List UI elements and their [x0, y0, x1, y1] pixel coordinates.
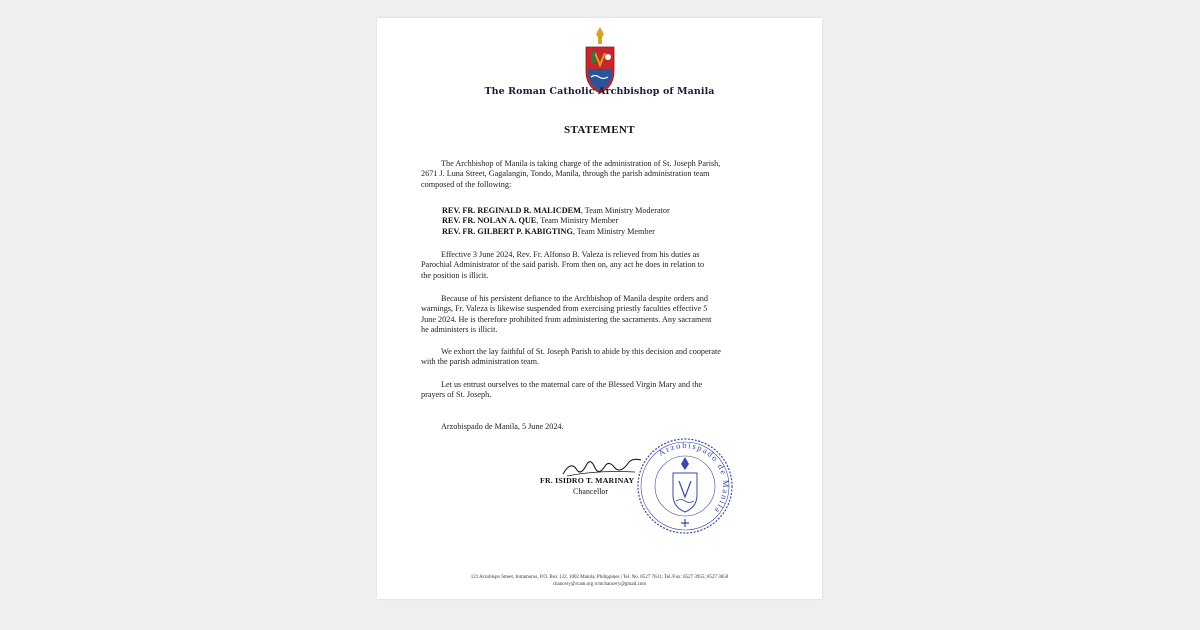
- intro-paragraph: [421, 159, 771, 190]
- document-title: STATEMENT: [563, 124, 636, 136]
- paragraph-line: Because of his persistent defiance to the Archbishop of Manila despite orders and: [441, 294, 708, 303]
- relieved-paragraph: [421, 250, 771, 281]
- paragraph-line: We exhort the lay faithful of St. Joseph Parish to abide by this decision and cooperate: [441, 347, 721, 356]
- document-page: [377, 18, 822, 599]
- letterhead-footer: [377, 574, 822, 588]
- signatory-name: FR. ISIDRO T. MARINAY: [540, 476, 635, 485]
- footer-emails: chancery@rcam.org rcmchancery@gmail.com: [552, 582, 647, 587]
- paragraph-line: The Archbishop of Manila is taking charge of the administration of St. Joseph Parish,: [441, 159, 721, 168]
- closing-paragraph: [421, 380, 771, 401]
- exhortation-paragraph: [421, 347, 771, 368]
- paragraph-line: Let us entrust ourselves to the maternal care of the Blessed Virgin Mary and the: [441, 380, 703, 389]
- suspension-paragraph: [421, 294, 771, 336]
- signatory-title: Chancellor: [573, 487, 609, 496]
- paragraph-line: Parochial Administrator of the said parish. From then on, any act he does in relation to: [421, 260, 705, 270]
- paragraph-line: warnings, Fr. Valeza is likewise suspended from exercising priestly faculties effective 5: [421, 304, 708, 314]
- place-date: Arzobispado de Manila, 5 June 2024.: [441, 422, 564, 431]
- team-member: REV. FR. REGINALD R. MALICDEM, Team Ministry Moderator: [442, 206, 670, 215]
- paragraph-line: 2671 J. Luna Street, Gagalangin, Tondo, Manila, through the parish administration team: [421, 169, 710, 179]
- team-member: REV. FR. NOLAN A. QUE, Team Ministry Member: [442, 216, 619, 226]
- archdiocese-seal-icon: [636, 437, 734, 535]
- paragraph-line: with the parish administration team.: [421, 357, 540, 367]
- paragraph-line: the position is illicit.: [421, 270, 489, 280]
- svg-text:Arzobispado de Manila: Arzobispado de Manila: [656, 439, 732, 517]
- paragraph-line: prayers of St. Joseph.: [421, 390, 492, 400]
- paragraph-line: composed of the following:: [421, 179, 512, 189]
- team-member: REV. FR. GILBERT P. KABIGTING, Team Ministry Member: [442, 226, 655, 236]
- paragraph-line: he administers is illicit.: [421, 325, 498, 335]
- team-list: [442, 206, 670, 237]
- paragraph-line: Effective 3 June 2024, Rev. Fr. Alfonso B. Valeza is relieved from his duties as: [441, 250, 700, 259]
- footer-address: 121 Arzobispo Street, Intramuros, P.O. Box 132, 1002 Manila, Philippines | Tel. No. 8527 7631; Tel./Fax: 8527 3955; 8527 3850: [470, 575, 729, 580]
- organization-name: The Roman Catholic Archbishop of Manila: [484, 86, 715, 97]
- paragraph-line: June 2024. He is therefore prohibited from administering the sacraments. Any sacrament: [421, 314, 712, 324]
- coat-of-arms-icon: [582, 25, 618, 95]
